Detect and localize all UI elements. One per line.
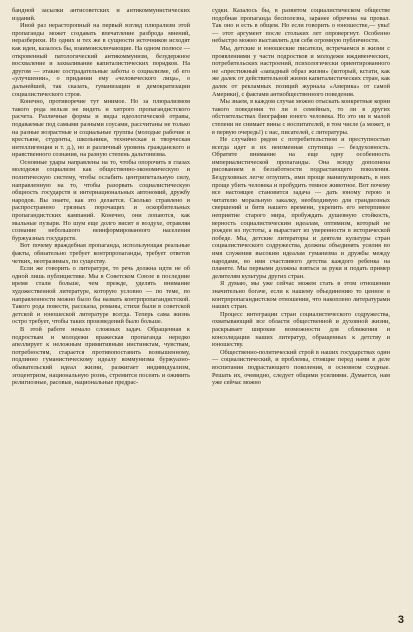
paragraph: Мы знаем, в каждом случае можно отыскать конкретные корни такого поведения то ли в семейных, то ли в других обстоятельствах биографии юного человека. Но это ни в малой степени не снимает вины с воспитателей, в том числе (а может, и в первую очередь!) с нас, писателей, с литературы. — [212, 98, 390, 136]
paragraph: Не случайно рядом с потребительством и преступностью всегда идет и их неизменная спутница — бездуховность. Обратите внимание на еще одну особенность империалистической пропаганды. Она всюду дополнена рисованием в беззаботности подрастающего поколения. Бездуховных легче оглупить, ими проще манипулировать, в них проще убить человека и пробудить темное животное. Вот почему все настоящее становится задача — дать юному герою и читателю моральную закалку, необходимую для грандиозных свершений и битв нашего времени, укрепить его нетерпимое неприятие старого мира, пробуждать душевную стойкость, верность социалистическим идеалам, оптимизм, который не рожден из пустоты, а вырастает из уверенности в исторической победе. Мы, детские литераторы и деятели культуры стран социалистического содружества, должны объединять усилия во имя служения высоким идеалам гуманизма и дружбы между народами, во имя счастливого детства каждого ребенка на планете. Мы первыми должны взяться за руки и подать пример делителям культуры других стран. — [212, 136, 390, 280]
paragraph: Я думаю, мы уже сейчас можем стать в этом отношении значительно богаче, если к нашему объединению то ценное в контрпропагандистском отношении, что накоплено литературами наших стран. — [212, 280, 390, 311]
paragraph: Мы, детские и юношеские писатели, встречаемся в жизни с проявлениями у части подростков и молодежи иждивенческих, потребительских настроений, психологически ориентированного не «престижный «западный образ жизни» (который, кстати, как же далек от действительной жизни капиталистических стран, как далек от рекламных позиций журнала «Америка» от самой Америки), с фактами антиобщественного поведения. — [212, 44, 390, 98]
paragraph: Общественно-политический строй в наших государствах один — социалистический, и проблемы, стоящие перед нами в деле воспитания подрастающего поколения, в основном сходные. Решать их, очевидно, следует общими усилиями. Думается, нам уже сейчас можно — [212, 348, 390, 387]
paragraph: Если же говорить о литературе, то речь должна идти не об одной лишь публицистике. Мы в Советском Союзе в последние время стали больше, чем прежде, уделять внимание художественной литературе, которую условно — по теме, по направленности можно было бы назвать контрпропагандистской. Такого рода повести, рассказы, романы, стихи были в советской детской и юношеской литературе всегда. Теперь сама жизнь остро требует, чтобы таких произведений было больше. — [12, 265, 190, 326]
paragraph: Вот почему враждебная пропаганда, использующая реальные факты, обязательно требует контрпропаганды, требует ответов четких, неотразимых, по существу. — [12, 242, 190, 265]
paragraph: Основные удары направлены на то, чтобы опорочить в глазах молодежи социализм как общественно-экономическую и политическую систему, чтобы ослабить центрипетальную силу, направленную на то, чтобы разорвать социалистическую общность государств и интернациональных автономий, дружбу народов. Вы знаете, как это делается. Сколько стравлено и распространено грязных порочащих и оскорбительных пропагандистских кампаний. Конечно, они лопаются, как мыльные пузыри. Но шум еще долго висит в воздухе, отравляя сознание небольшого неинформированного населения буржуазных государств. — [12, 158, 190, 242]
paragraph: В этой работе немало сложных задач. Обращенная к подросткам и молодежи вражеская пропаганда нередко апеллирует к неложным примитивным инстинктам, чувствам, потребностям, старается противопоставить возвышенному, подлинно гуманистическому идеалу коммунизма буржуазно-обывательский идеал жизни, разжигает индивидуализм, эгоцентризм, национальную рознь, стремится посеять и оживить религиозные, расовые, национальные предрас- — [12, 325, 190, 387]
paragraph: Конечно, противоречие тут мнимое. Но за плюрализмом такого рода нельзя не видеть и хитрого пропагандистского расчета. Различные формы и виды идеологической отравы, подаваемые под самыми разными соусами, рассчитаны не только на разные возрастные и социальные группы (молодые рабочие и крестьяне, студенты, школьники, техническая и творческая интеллигенция и т. д.), но и различный уровень гражданского и нравственного сознания, на разную степень дальтонизма. — [12, 98, 190, 159]
paragraph: Процесс интеграции стран социалистического содружества, охватывающий все области общественной и духовной жизни, раскрывает широкие возможности для сближения и консолидации наших литератур, обращенных к детству и юношеству. — [212, 310, 390, 349]
paragraph: бандной засылки антисоветских и антикоммунистических изданий. — [12, 7, 190, 22]
paragraph: судки. Казалось бы, в развитом социалистическом обществе подобная пропаганда бесполезна, заранее обречена на провал. Так оно и есть в общем. Но если говорить о юношестве,— увы! — этот аргумент после стольких лет опровергнут. Особенно небыстро можно выставлять для себя огромную публичности. — [212, 7, 390, 45]
page-number: 3 — [397, 614, 404, 626]
text-column-left — [12, 7, 190, 387]
text-column-right — [212, 7, 390, 387]
paragraph: Иной раз нерасторопный на первый взгляд плюрализм этой пропаганды может создавать впечатление разброда мнений, неразберихи. Из одних и тех же в сущности источников исходят как идеи, казалось бы, взаимоисключающие. На одном полюсе — откровенный патологический антикоммунизм, безудержное восхваление и захваливание капиталистических порядков. На другом — этакие сострадательные заботы о социализме, об его «улучшении», о придании ему «человеческого лица», о дальнейшей, так сказать, гуманизации и демократизации социалистического строя. — [12, 22, 190, 98]
